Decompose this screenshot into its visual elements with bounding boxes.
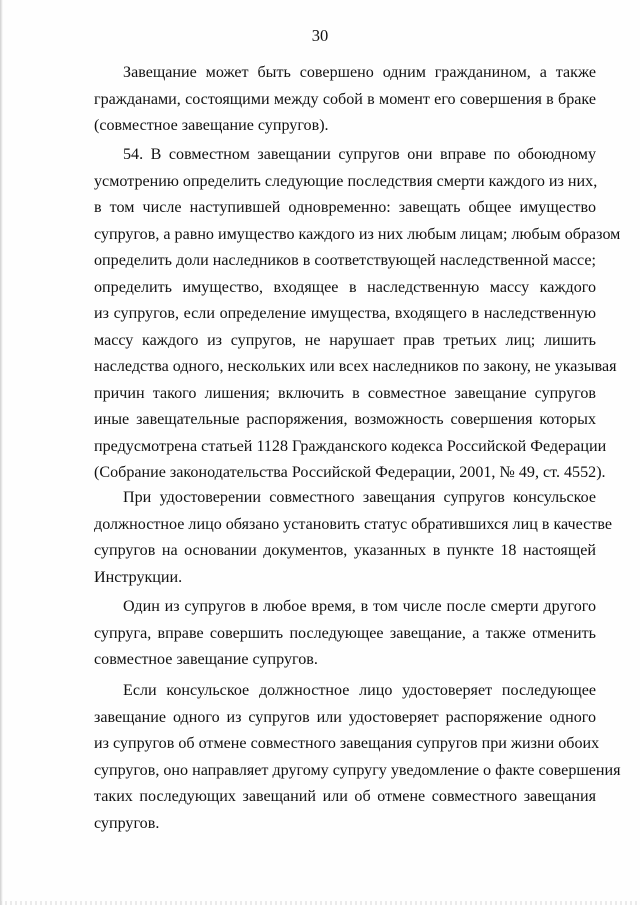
text-line: Завещание может быть совершено одним гражданином, а также: [123, 64, 596, 81]
page-number: 30: [311, 26, 329, 45]
paragraph-notification-of-spouse: [94, 678, 621, 837]
text-line: (Собрание законодательства Российской Федерации, 2001, № 49, ст. 4552).: [94, 464, 606, 481]
text-line: из супругов, если определение имущества, входящего в наследственную: [94, 305, 596, 322]
text-line: усмотрению определить следующие последствия смерти каждого из них,: [94, 172, 598, 190]
text-line: определить доли наследников в соответствующей наследственной массе;: [94, 252, 596, 269]
text-line: Инструкции.: [94, 568, 183, 586]
text-line: супругов, оно направляет другому супругу уведомление о факте совершения: [94, 761, 621, 779]
text-line: При удостоверении совместного завещания супругов консульское: [123, 489, 596, 506]
text-line: в том числе наступившей одновременно: завещать общее имущество: [94, 199, 596, 216]
text-line: иные завещательные распоряжения, возможность совершения которых: [94, 411, 596, 428]
text-line: завещание одного из супругов или удостоверяет распоряжение одного: [94, 708, 596, 726]
paragraph-spouse-status-verification: [94, 485, 612, 591]
text-line: причин такого лишения; включить в совместное завещание супругов: [94, 384, 596, 402]
scan-left-edge: [0, 0, 3, 905]
text-line: гражданами, состоящими между собой в момент его совершения в браке: [94, 90, 596, 108]
text-line: (совместное завещание супругов).: [94, 117, 329, 134]
text-line: должностное лицо обязано установить статус обратившихся лиц в качестве: [94, 515, 612, 533]
text-line: таких последующих завещаний или об отмене совместного завещания: [94, 788, 596, 805]
text-line: супругов, а равно имущество каждого из них любым лицам; любым образом: [94, 225, 621, 243]
text-line: 54. В совместном завещании супругов они вправе по обоюдному: [123, 146, 596, 163]
text-line: супругов.: [94, 814, 160, 832]
text-line: предусмотрена статьей 1128 Гражданского кодекса Российской Федерации: [94, 437, 607, 455]
text-line: Один из супругов в любое время, в том числе после смерти другого: [123, 598, 596, 615]
text-line: супруга, вправе совершить последующее завещание, а также отменить: [94, 624, 596, 642]
scan-bottom-edge: [0, 901, 640, 905]
text-line: массу каждого из супругов, не нарушает прав третьих лиц; лишить: [94, 331, 596, 349]
text-line: супругов на основании документов, указанных в пункте 18 настоящей: [94, 542, 596, 559]
text-line: наследства одного, нескольких или всех наследников по закону, не указывая: [94, 358, 617, 375]
paragraph-54-joint-will-rights: [94, 142, 621, 487]
paragraph-joint-will-definition: [94, 60, 596, 140]
text-line: из супругов об отмене совместного завещания супругов при жизни обоих: [94, 735, 600, 752]
text-line: определить имущество, входящее в наследственную массу каждого: [94, 278, 596, 296]
text-line: Если консульское должностное лицо удостоверяет последующее: [123, 682, 596, 699]
text-line: совместное завещание супругов.: [94, 651, 318, 668]
paragraph-subsequent-will: [94, 594, 596, 674]
